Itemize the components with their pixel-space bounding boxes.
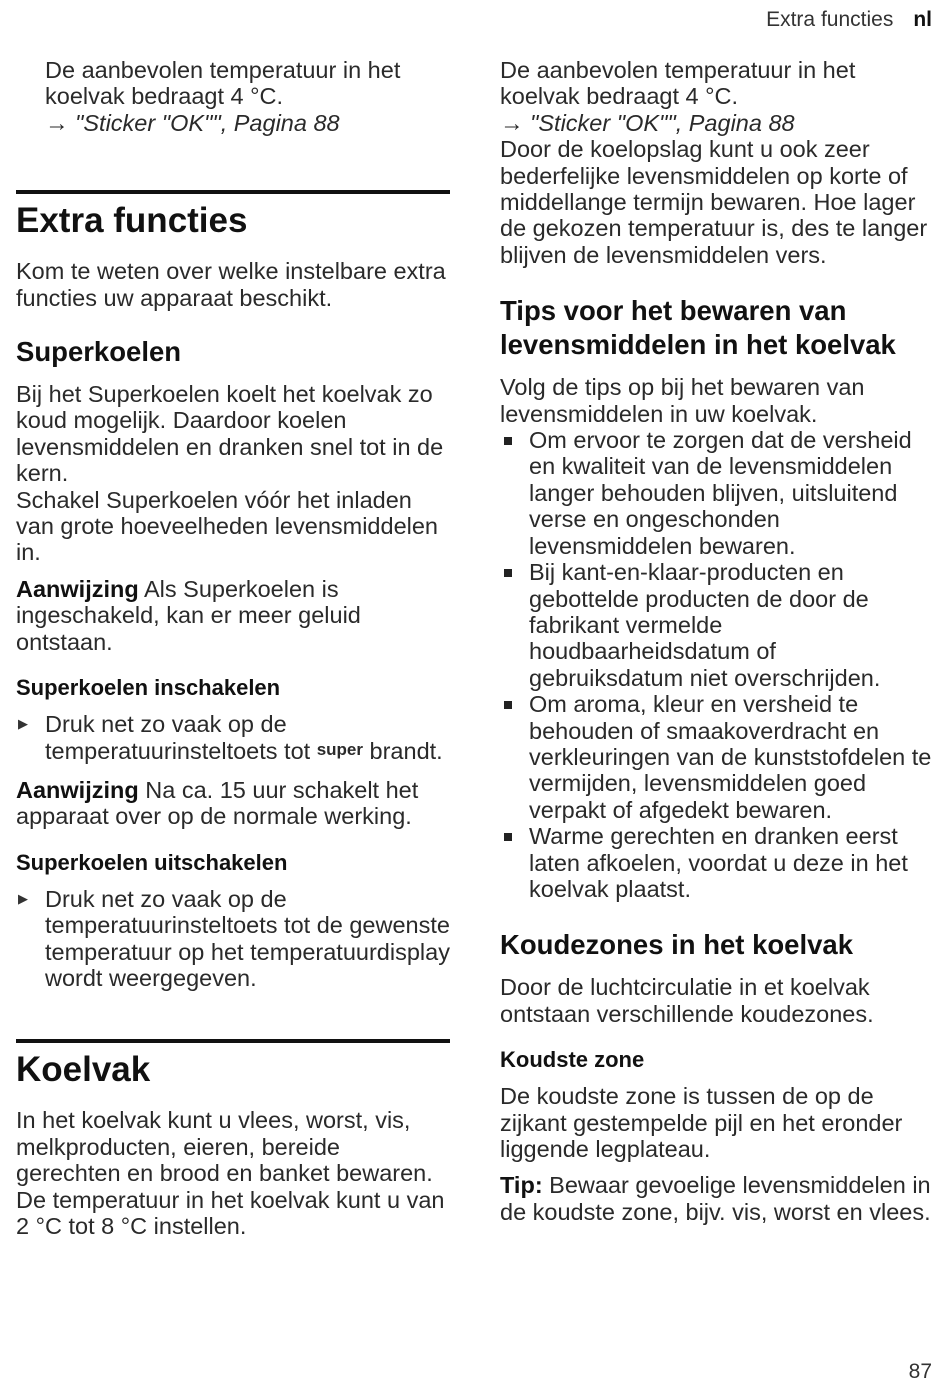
koelvak-paragraph-2: De temperatuur in het koelvak kunt u van 2 °C tot 8 °C instellen. bbox=[16, 1186, 445, 1239]
bullet-square-icon bbox=[504, 437, 512, 445]
heading-koelvak: Koelvak bbox=[16, 1050, 151, 1090]
intro-text: De aanbevolen temperatuur in het koelvak bedraagt 4 °C. bbox=[45, 57, 401, 110]
running-header bbox=[766, 8, 932, 32]
page-number: 87 bbox=[908, 1360, 932, 1383]
inschakelen-note bbox=[16, 777, 450, 830]
step-triangle-icon: ▶ bbox=[18, 716, 28, 732]
header-language-code: nl bbox=[913, 8, 932, 31]
tip-text: Bewaar gevoelige levensmiddelen in de koudste zone, bijv. vis, worst en vlees. bbox=[500, 1172, 931, 1225]
tips-list bbox=[500, 427, 934, 902]
super-symbol: super bbox=[316, 739, 363, 759]
list-item-text: Warme gerechten en dranken eerst laten afkoelen, voordat u deze in het koelvak plaatst. bbox=[529, 823, 908, 902]
superkoelen-note bbox=[16, 576, 450, 655]
intro-block-left bbox=[45, 57, 450, 136]
list-item bbox=[500, 691, 934, 823]
heading-superkoelen-inschakelen: Superkoelen inschakelen bbox=[16, 675, 281, 701]
reference-arrow-icon: → bbox=[500, 109, 524, 136]
step-text-post: brandt. bbox=[363, 737, 443, 764]
heading-superkoelen: Superkoelen bbox=[16, 336, 182, 368]
heading-superkoelen-uitschakelen: Superkoelen uitschakelen bbox=[16, 849, 288, 875]
step-text: Druk net zo vaak op de temperatuurinsteltoets tot de gewenste temperatuur op het temperatuurdisplay wordt weergegeven. bbox=[45, 885, 450, 991]
reference-text: "Sticker "OK"", Pagina 88 bbox=[75, 109, 340, 136]
heading-koudezones: Koudezones in het koelvak bbox=[500, 929, 854, 961]
koudezones-text: Door de luchtcirculatie in et koelvak ontstaan verschillende koudezones. bbox=[500, 974, 874, 1027]
heading-extra-functies: Extra functies bbox=[16, 201, 248, 241]
bullet-square-icon bbox=[504, 833, 512, 841]
bullet-square-icon bbox=[504, 569, 512, 577]
extra-functies-intro: Kom te weten over welke instelbare extra functies uw apparaat beschikt. bbox=[16, 258, 446, 311]
reference-text: "Sticker "OK"", Pagina 88 bbox=[530, 109, 795, 136]
note-label: Aanwijzing bbox=[16, 575, 139, 602]
step-inschakelen bbox=[16, 711, 450, 767]
note-label: Aanwijzing bbox=[16, 776, 139, 803]
list-item bbox=[500, 427, 934, 559]
note-text: Als Superkoelen is ingeschakeld, kan er meer geluid ontstaan. bbox=[16, 575, 361, 655]
heading-koudste-zone: Koudste zone bbox=[500, 1047, 645, 1073]
header-section-title: Extra functies bbox=[766, 8, 894, 31]
koudste-zone-text: De koudste zone is tussen de op de zijkant gestempelde pijl en het eronder liggende legplateau. bbox=[500, 1083, 903, 1162]
koelvak-paragraph-1: In het koelvak kunt u vlees, worst, vis, melkproducten, eieren, bereide gerechten en brood en banket bewaren. bbox=[16, 1107, 433, 1187]
section-rule-extra-functies bbox=[16, 190, 450, 194]
intro-text: De aanbevolen temperatuur in het koelvak bedraagt 4 °C. bbox=[500, 57, 856, 110]
bullet-square-icon bbox=[504, 701, 512, 709]
koelopslag-paragraph: Door de koelopslag kunt u ook zeer bederfelijke levensmiddelen op korte of middellange termijn bewaren. Hoe lager de gekozen temperatuur is, des te langer blijven de levensmiddelen vers. bbox=[500, 136, 928, 268]
superkoelen-paragraph-2: Schakel Superkoelen vóór het inladen van grote hoeveelheden levensmiddelen in. bbox=[16, 486, 439, 566]
tips-intro: Volg de tips op bij het bewaren van levensmiddelen in uw koelvak. bbox=[500, 374, 865, 427]
list-item-text: Om ervoor te zorgen dat de versheid en kwaliteit van de levensmiddelen langer behouden blijven, uitsluitend verse en ongeschonden levensmiddelen bewaren. bbox=[529, 427, 912, 559]
note-text: Na ca. 15 uur schakelt het apparaat over op de normale werking. bbox=[16, 776, 419, 830]
step-uitschakelen bbox=[16, 886, 450, 992]
step-text-pre: Druk net zo vaak op de temperatuurinsteltoets tot bbox=[45, 711, 317, 764]
tip-label: Tip: bbox=[500, 1172, 543, 1199]
reference-arrow-icon: → bbox=[45, 109, 69, 136]
list-item-text: Bij kant-en-klaar-producten en gebottelde producten de door de fabrikant vermelde houdbaarheidsdatum of gebruiksdatum niet overschrijden. bbox=[529, 559, 881, 691]
step-triangle-icon: ▶ bbox=[18, 890, 28, 906]
list-item-text: Om aroma, kleur en versheid te behouden of smaakoverdracht en verkleuringen van de kunststofdelen te vermijden, levensmiddelen goed verpakt of afgedekt bewaren. bbox=[529, 691, 932, 823]
list-item bbox=[500, 559, 934, 691]
section-rule-koelvak bbox=[16, 1039, 450, 1043]
superkoelen-paragraph-1: Bij het Superkoelen koelt het koelvak zo koud mogelijk. Daardoor koelen levensmiddelen en dranken snel tot in de kern. bbox=[16, 381, 444, 487]
tip-note bbox=[500, 1172, 934, 1225]
list-item bbox=[500, 823, 934, 902]
left-column bbox=[16, 57, 450, 1239]
right-column bbox=[500, 57, 934, 1225]
page-reference-link[interactable] bbox=[45, 110, 450, 136]
page-reference-link[interactable] bbox=[500, 110, 934, 136]
heading-tips: Tips voor het bewaren van levensmiddelen in het koelvak bbox=[500, 295, 896, 361]
